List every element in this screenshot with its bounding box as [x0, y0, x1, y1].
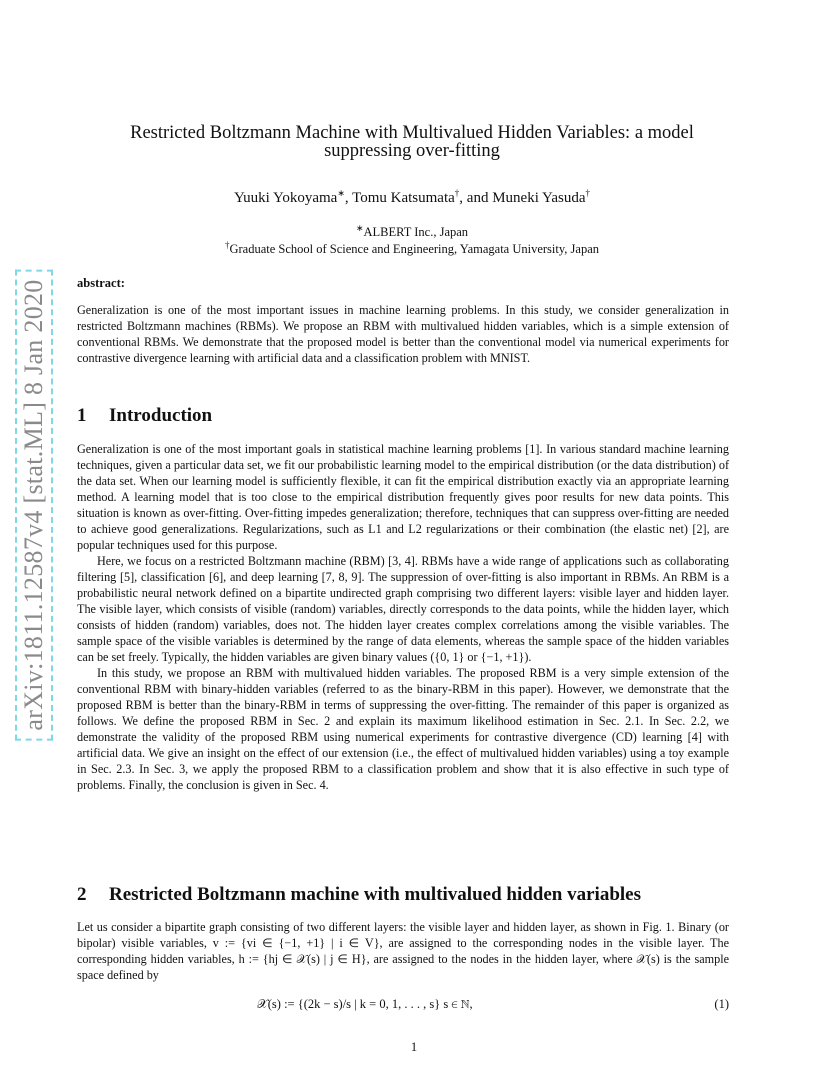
affiliation-mark: † [224, 239, 230, 250]
paragraph: In this study, we propose an RBM with multivalued hidden variables. The proposed RBM is a very simple extension of the conventional RBM with binary-hidden variables (referred to as the binary-RBM in this paper). However, we demonstrate that the proposed RBM is better than the binary-RBM in terms of suppressing the over-fitting. The remainder of this paper is organized as follows. We define the proposed RBM in Sec. 2 and explain its maximum likelihood estimation in Sec. 2.1. In Sec. 2.2, we demonstrate the validity of the proposed RBM using numerical experiments for contrastive divergence (CD) learning [4] with artificial data. We give an insight on the effect of our extension (i.e., the effect of multivalued hidden variables) using a toy example in Sec. 2.3. In Sec. 3, we apply the proposed RBM to a classification problem and show that it is also effective in such type of problems. Finally, the conclusion is given in Sec. 4. [77, 666, 729, 792]
equation-body: 𝒳(s) := {(2k − s)/s | k = 0, 1, . . . , s} s ∈ ℕ, [257, 997, 473, 1011]
paper-title [80, 124, 744, 160]
author-list [80, 190, 744, 207]
title-line-2: suppressing over-fitting [324, 141, 500, 161]
section-number: 1 [77, 405, 87, 426]
paragraph: Generalization is one of the most important goals in statistical machine learning problems [1]. In various standard machine learning techniques, given a particular data set, we fit our probabilistic learning model to the empirical distribution (or the data distribution) of the data set. When our learning model is sufficiently flexible, it can fit the empirical distribution exactly via an appropriate learning method. A learning model that is too close to the empirical distribution frequently gives poor results for new data points. This situation is known as over-fitting. Over-fitting impedes generalization; therefore, techniques that can suppress over-fitting are needed to achieve good generalizations. Regularizations, such as L1 and L2 regularizations or their combination (the elastic net) [2], are popular techniques used for this purpose. [77, 442, 729, 552]
paragraph: Let us consider a bipartite graph consisting of two different layers: the visible layer and hidden layer, as shown in Fig. 1. Binary (or bipolar) visible variables, v := {vi ∈ {−1, +1} | i ∈ V}, are assigned to the corresponding nodes in the visible layer. The corresponding hidden variables, h := {hj ∈ 𝒳(s) | j ∈ H}, are assigned to the nodes in the hidden layer, where 𝒳(s) is the sample space defined by [77, 920, 729, 982]
author-separator: , [344, 190, 353, 206]
author-separator: , and [459, 190, 493, 206]
section-number: 2 [77, 884, 87, 905]
affiliation-mark: † [585, 188, 591, 198]
affiliation-1: ∗ALBERT Inc., Japan [355, 222, 469, 239]
title-line-1: Restricted Boltzmann Machine with Multivalued Hidden Variables: a model [130, 123, 694, 143]
introduction-body [77, 441, 729, 793]
section-title: Introduction [109, 405, 213, 426]
arxiv-identifier-stamp[interactable]: arXiv:1811.12587v4 [stat.ML] 8 Jan 2020 [15, 269, 53, 740]
paragraph: Here, we focus on a restricted Boltzmann machine (RBM) [3, 4]. RBMs have a wide range of applications such as collaborating filtering [5], classification [6], and deep learning [7, 8, 9]. The suppression of over-fitting is also important in RBMs. An RBM is a probabilistic neural network defined on a bipartite undirected graph comprising two different layers: visible layer and hidden layer. The visible layer, which consists of visible (random) variables, directly corresponds to the data points, while the hidden layer, which consists of hidden (random) variables, does not. The hidden layer creates complex correlations among the visible variables. The sample space of the visible variables is determined by the range of data elements, whereas the sample space of the hidden variables can be set freely. Typically, the hidden variables are given binary values ({0, 1} or {−1, +1}). [77, 554, 729, 664]
author-name: Yuuki Yokoyama [233, 190, 338, 206]
author-name: Muneki Yasuda [492, 190, 586, 206]
affiliation-mark: ∗ [337, 188, 345, 198]
affiliation-2: †Graduate School of Science and Engineering, Yamagata University, Japan [224, 239, 600, 256]
abstract-heading: abstract: [77, 276, 125, 290]
affiliation-mark: ∗ [355, 222, 364, 233]
section-title: Restricted Boltzmann machine with multivalued hidden variables [109, 884, 642, 905]
abstract-paragraph: Generalization is one of the most important issues in machine learning problems. In this study, we consider generalization in restricted Boltzmann machines (RBMs). We propose an RBM with multivalued hidden variables, which is a simple extension of conventional RBMs. We demonstrate that the proposed model is better than the conventional model via numerical experiments for contrastive divergence learning with artificial data and a classification problem with MNIST. [77, 303, 729, 365]
author-name: Tomu Katsumata [352, 190, 455, 206]
section-heading-rbm-multivalued [77, 884, 641, 906]
section-heading-introduction [77, 405, 212, 427]
affiliation-mark: † [454, 188, 460, 198]
section-2-body [77, 919, 729, 983]
equation-number: (1) [714, 997, 729, 1011]
page-number: 1 [410, 1040, 418, 1054]
affiliations [80, 224, 744, 258]
abstract-text [77, 302, 729, 366]
